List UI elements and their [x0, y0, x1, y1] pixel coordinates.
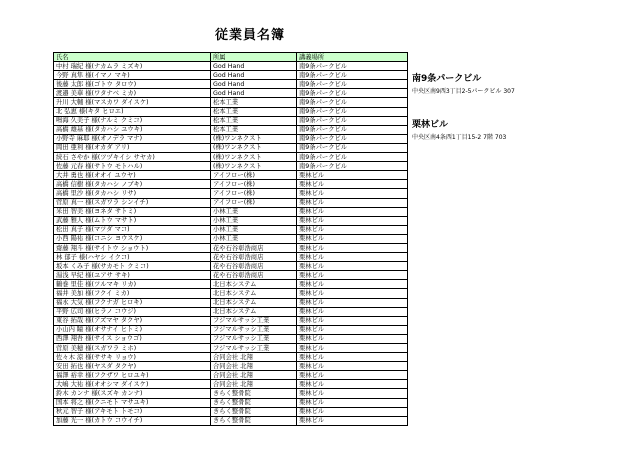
table-row: [54, 71, 408, 80]
cell-venue: 栗林ビル: [297, 407, 408, 416]
location-name: 栗林ビル: [412, 120, 449, 130]
cell-affiliation: きらく整骨院: [211, 416, 297, 425]
table-row: [54, 125, 408, 134]
cell-venue: 栗林ビル: [297, 316, 408, 325]
table-row: [54, 134, 408, 143]
header-name: 氏名: [54, 53, 211, 62]
cell-name: 高橋 里沙 様(タカハシ リサ): [54, 189, 211, 198]
table-row: [54, 325, 408, 334]
cell-affiliation: God Hand: [211, 71, 297, 80]
cell-affiliation: アイフロー(株): [211, 198, 297, 207]
cell-affiliation: フジマルサッシ工業: [211, 344, 297, 353]
cell-venue: 南9条パークビル: [297, 89, 408, 98]
cell-venue: 栗林ビル: [297, 189, 408, 198]
table-row: [54, 298, 408, 307]
cell-venue: 南9条パークビル: [297, 71, 408, 80]
cell-affiliation: 松本工業: [211, 116, 297, 125]
cell-name: 林 郁子 様(ハヤシ イクコ): [54, 253, 211, 262]
cell-affiliation: 小林工業: [211, 234, 297, 243]
cell-affiliation: 松本工業: [211, 125, 297, 134]
table-row: [54, 171, 408, 180]
cell-name: 大嶋 大祐 様(オオシマ ダイスケ): [54, 380, 211, 389]
cell-name: 東谷 拓哉 様(アズマヤ タクヤ): [54, 316, 211, 325]
cell-affiliation: (株)ワンネクスト: [211, 143, 297, 152]
cell-affiliation: きらく整骨院: [211, 407, 297, 416]
table-row: [54, 62, 408, 71]
cell-venue: 栗林ビル: [297, 207, 408, 216]
cell-name: 高橋 雄基 様(タカハシ ユウキ): [54, 125, 211, 134]
header-affiliation: 所属: [211, 53, 297, 62]
table-row: [54, 234, 408, 243]
cell-affiliation: 松本工業: [211, 98, 297, 107]
cell-venue: 南9条パークビル: [297, 62, 408, 71]
cell-venue: 栗林ビル: [297, 398, 408, 407]
location-note-1: [412, 71, 515, 95]
cell-venue: 南9条パークビル: [297, 143, 408, 152]
cell-affiliation: 花や石谷彰浩商店: [211, 271, 297, 280]
table-row: [54, 316, 408, 325]
table-row: [54, 353, 408, 362]
cell-venue: 栗林ビル: [297, 280, 408, 289]
table-row: [54, 416, 408, 425]
cell-venue: 南9条パークビル: [297, 153, 408, 162]
cell-name: 後藤 太郎 様(ゴトウ タロウ): [54, 80, 211, 89]
table-row: [54, 389, 408, 398]
cell-name: 鳴海 久美子 様(ナルミ クミコ): [54, 116, 211, 125]
cell-venue: 栗林ビル: [297, 243, 408, 252]
cell-name: 平野 広司 様(ヒラノ コウジ): [54, 307, 211, 316]
cell-name: 福澤 裕幸 様(フクザワ ヒロユキ): [54, 371, 211, 380]
cell-name: 菅原 真一 様(スガワラ シンイチ): [54, 198, 211, 207]
cell-name: 佐々木 涼 様(ササキ リョウ): [54, 353, 211, 362]
cell-name: 升川 大輔 様(マスカワ ダイスケ): [54, 98, 211, 107]
cell-name: 鈴木 カンナ 様(スズキ カンナ): [54, 389, 211, 398]
cell-affiliation: 合同会社 北翔: [211, 380, 297, 389]
cell-affiliation: 花や石谷彰浩商店: [211, 262, 297, 271]
cell-name: 湯浅 早紀 様(ユアサ サキ): [54, 271, 211, 280]
header-venue: 講義場所: [297, 53, 408, 62]
cell-venue: 栗林ビル: [297, 334, 408, 343]
table-row: [54, 198, 408, 207]
table-row: [54, 243, 408, 252]
table-row: [54, 271, 408, 280]
cell-venue: 栗林ビル: [297, 362, 408, 371]
cell-affiliation: フジマルサッシ工業: [211, 325, 297, 334]
cell-affiliation: 北日本システム: [211, 298, 297, 307]
cell-venue: 栗林ビル: [297, 371, 408, 380]
cell-name: 加藤 光一 様(カトウ コウイチ): [54, 416, 211, 425]
cell-affiliation: (株)ワンネクスト: [211, 134, 297, 143]
cell-name: 北 弘恵 様(キタ ヒロエ): [54, 107, 211, 116]
table-row: [54, 116, 408, 125]
cell-venue: 栗林ビル: [297, 198, 408, 207]
cell-venue: 栗林ビル: [297, 234, 408, 243]
cell-affiliation: (株)ワンネクスト: [211, 162, 297, 171]
cell-name: 福井 美加 様(フクイ ミカ): [54, 289, 211, 298]
cell-affiliation: 花や石谷彰浩商店: [211, 243, 297, 252]
cell-name: 坂本 くみ子 様(サカモト クミコ): [54, 262, 211, 271]
cell-affiliation: 合同会社 北翔: [211, 353, 297, 362]
cell-name: 中村 瑞紀 様(ナカムラ ミズキ): [54, 62, 211, 71]
cell-affiliation: フジマルサッシ工業: [211, 334, 297, 343]
cell-name: 松田 真子 様(マツダ マコ): [54, 225, 211, 234]
cell-venue: 栗林ビル: [297, 262, 408, 271]
cell-affiliation: 北日本システム: [211, 280, 297, 289]
cell-name: 国本 将之 様(クニモト マサユキ): [54, 398, 211, 407]
cell-venue: 栗林ビル: [297, 298, 408, 307]
cell-venue: 栗林ビル: [297, 271, 408, 280]
table-row: [54, 225, 408, 234]
table-row: [54, 371, 408, 380]
cell-name: 福永 大気 様(フクナガ ヒロキ): [54, 298, 211, 307]
cell-name: 鶴巻 里佳 様(ツルマキ リカ): [54, 280, 211, 289]
cell-venue: 栗林ビル: [297, 216, 408, 225]
table-row: [54, 407, 408, 416]
cell-affiliation: 花や石谷彰浩商店: [211, 253, 297, 262]
cell-affiliation: (株)ワンネクスト: [211, 153, 297, 162]
table-row: [54, 189, 408, 198]
cell-venue: 南9条パークビル: [297, 80, 408, 89]
cell-venue: 栗林ビル: [297, 389, 408, 398]
cell-name: 続石 さやか 様(ツヅキイシ サヤカ): [54, 153, 211, 162]
cell-name: 小野寺 麻耶 様(オノデラ マナ): [54, 134, 211, 143]
cell-venue: 栗林ビル: [297, 380, 408, 389]
cell-affiliation: 北日本システム: [211, 289, 297, 298]
table-row: [54, 398, 408, 407]
cell-affiliation: きらく整骨院: [211, 389, 297, 398]
table-row: [54, 362, 408, 371]
cell-affiliation: アイフロー(株): [211, 171, 297, 180]
cell-venue: 南9条パークビル: [297, 116, 408, 125]
cell-venue: 南9条パークビル: [297, 162, 408, 171]
table-row: [54, 216, 408, 225]
cell-name: 岡田 亜利 様(オカダ アリ): [54, 143, 211, 152]
cell-name: 齋藤 翔斗 様(サイトウ ショウト): [54, 243, 211, 252]
cell-affiliation: 小林工業: [211, 225, 297, 234]
cell-name: 高橋 信樹 様(タカハシ ノブキ): [54, 180, 211, 189]
cell-affiliation: フジマルサッシ工業: [211, 316, 297, 325]
table-row: [54, 334, 408, 343]
table-row: [54, 143, 408, 152]
cell-name: 小山内 瞳 様(オサナイ ヒトミ): [54, 325, 211, 334]
table-row: [54, 162, 408, 171]
table-row: [54, 107, 408, 116]
table-row: [54, 262, 408, 271]
cell-name: 西澤 翔吾 様(サイス ショウゴ): [54, 334, 211, 343]
cell-venue: 栗林ビル: [297, 325, 408, 334]
cell-venue: 栗林ビル: [297, 253, 408, 262]
cell-affiliation: God Hand: [211, 80, 297, 89]
cell-venue: 栗林ビル: [297, 307, 408, 316]
cell-venue: 栗林ビル: [297, 344, 408, 353]
cell-affiliation: アイフロー(株): [211, 180, 297, 189]
location-name: 南9条パークビル: [412, 74, 482, 84]
table-row: [54, 380, 408, 389]
location-address: 中央区南4条西1丁目15-2 7階 703: [412, 134, 507, 141]
table-row: [54, 253, 408, 262]
table-row: [54, 207, 408, 216]
location-address: 中央区南9西3丁目2-5パークビル 307: [412, 88, 515, 95]
table-row: [54, 153, 408, 162]
cell-affiliation: きらく整骨院: [211, 398, 297, 407]
cell-affiliation: 合同会社 北翔: [211, 362, 297, 371]
cell-name: 米田 智美 様(ヨネタ サトミ): [54, 207, 211, 216]
page-title: 従業員名簿: [215, 28, 286, 43]
location-note-2: [412, 117, 506, 141]
cell-affiliation: 合同会社 北翔: [211, 371, 297, 380]
cell-name: 菅原 美穂 様(スガワラ ミホ): [54, 344, 211, 353]
table-row: [54, 80, 408, 89]
cell-venue: 栗林ビル: [297, 171, 408, 180]
cell-venue: 栗林ビル: [297, 225, 408, 234]
cell-name: 佐藤 元春 様(サトウ モトハル): [54, 162, 211, 171]
cell-venue: 栗林ビル: [297, 416, 408, 425]
table-row: [54, 89, 408, 98]
cell-affiliation: 小林工業: [211, 216, 297, 225]
table-row: [54, 307, 408, 316]
cell-name: 渡邉 美華 様(ワタナベ ミカ): [54, 89, 211, 98]
cell-venue: 南9条パークビル: [297, 125, 408, 134]
cell-name: 安田 拓也 様(ヤスダ タクヤ): [54, 362, 211, 371]
cell-name: 今野 真隼 様(イマノ マキ): [54, 71, 211, 80]
cell-venue: 南9条パークビル: [297, 107, 408, 116]
table-row: [54, 280, 408, 289]
table-row: [54, 180, 408, 189]
employee-table: [53, 52, 408, 426]
cell-affiliation: 松本工業: [211, 107, 297, 116]
cell-affiliation: God Hand: [211, 89, 297, 98]
table-row: [54, 289, 408, 298]
cell-venue: 栗林ビル: [297, 353, 408, 362]
cell-venue: 南9条パークビル: [297, 134, 408, 143]
cell-name: 大井 勇也 様(オオイ ユウヤ): [54, 171, 211, 180]
cell-affiliation: アイフロー(株): [211, 189, 297, 198]
cell-name: 秋元 智子 様(アキモト トモコ): [54, 407, 211, 416]
table-header-row: [54, 53, 408, 62]
cell-name: 武藤 雅人 様(ムトウ マサト): [54, 216, 211, 225]
cell-name: 小西 陽祐 様(コニシ ヨウスケ): [54, 234, 211, 243]
cell-venue: 南9条パークビル: [297, 98, 408, 107]
cell-venue: 栗林ビル: [297, 289, 408, 298]
cell-affiliation: 北日本システム: [211, 307, 297, 316]
cell-venue: 栗林ビル: [297, 180, 408, 189]
table-row: [54, 98, 408, 107]
table-row: [54, 344, 408, 353]
cell-affiliation: 小林工業: [211, 207, 297, 216]
cell-affiliation: God Hand: [211, 62, 297, 71]
